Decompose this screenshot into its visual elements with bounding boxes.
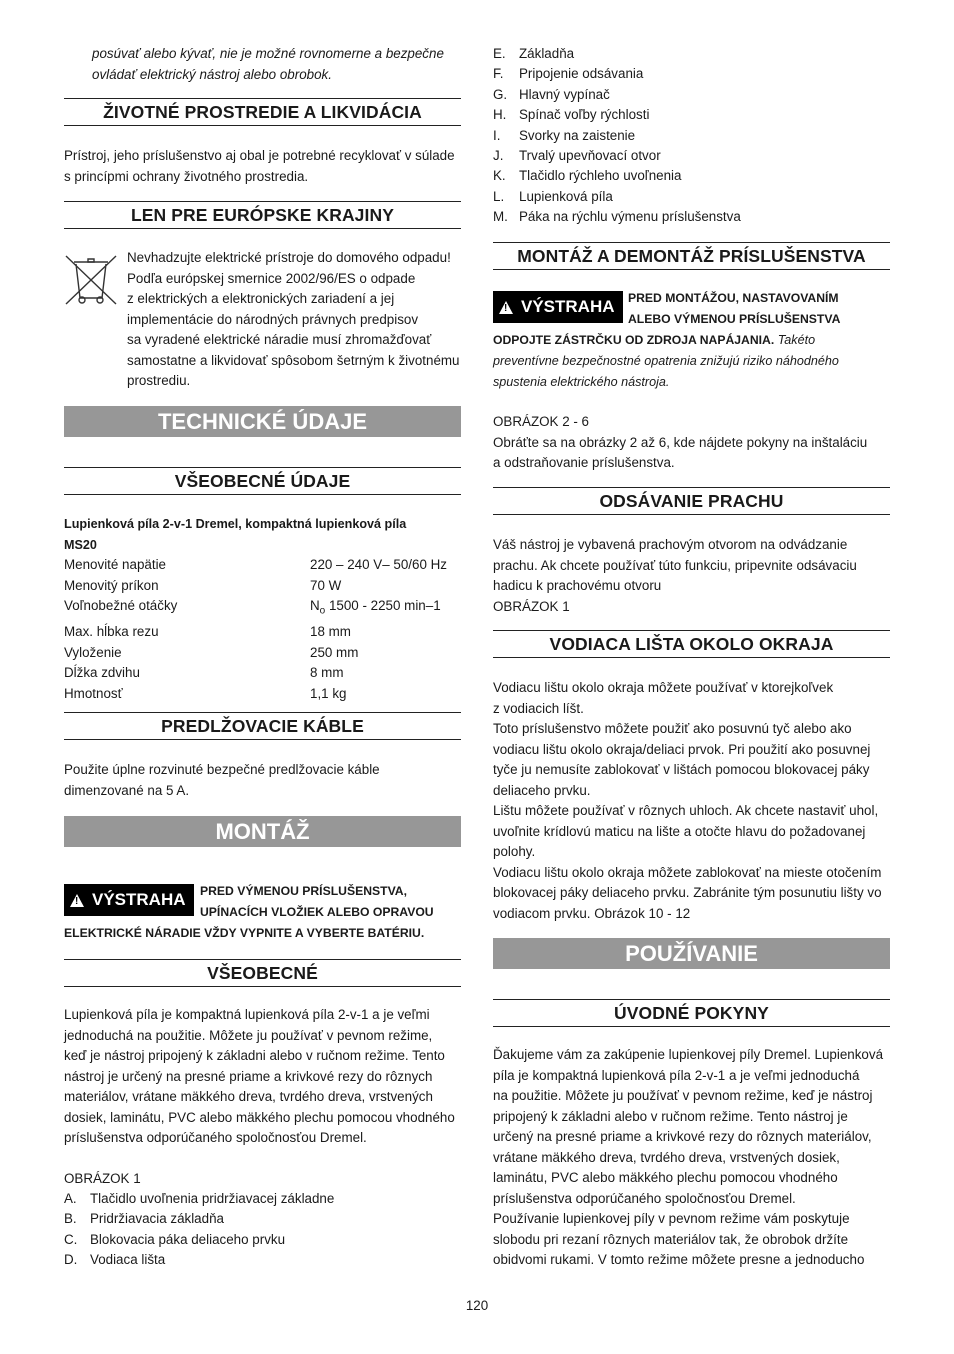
vseobecne-heading: VŠEOBECNÉ — [64, 959, 461, 987]
guide-heading: VODIACA LIŠTA OKOLO OKRAJA — [493, 630, 890, 658]
spec-symbol-sub: o — [319, 605, 326, 617]
list-item — [64, 1209, 461, 1229]
env-text — [64, 146, 461, 187]
eu-heading: LEN PRE EURÓPSKE KRAJINY — [64, 201, 461, 229]
list-item-letter: B. — [64, 1211, 77, 1227]
intro-body-line: určený na presné priame a krivkové rezy do rôznych materiálov, — [493, 1129, 872, 1144]
general-heading: VŠEOBECNÉ ÚDAJE — [64, 467, 461, 495]
dust-line: prachu. Ak chcete používať túto funkciu, pripevnite odsávaciu — [493, 557, 857, 573]
guide-line: vodiacom prvku. Obrázok 10 - 12 — [493, 905, 691, 921]
vseobecne-line: keď je nástroj pripojený k základni alebo v ručnom režime. Tento — [64, 1048, 445, 1063]
intro-body-line: obidvomi rukami. V tomto režime môžete presne a jednoducho — [493, 1252, 865, 1267]
mount-warning-body — [493, 330, 890, 474]
warning-icon — [70, 894, 84, 907]
guide-line: Lištu môžete používať v rôznych uhloch. Ak chcete nastaviť uhol, — [493, 803, 879, 818]
vseobecne-line: jednoduchá na použitie. Môžete ju používať v pevnom režime, — [64, 1027, 433, 1043]
parts-list — [493, 44, 890, 228]
list-item-text: Spínač voľby rýchlosti — [519, 107, 650, 123]
dust-heading: ODSÁVANIE PRACHU — [493, 487, 890, 515]
product-model: MS20 — [64, 537, 97, 552]
cables-line: dimenzované na 5 A. — [64, 782, 190, 798]
list-item-letter: J. — [493, 148, 504, 164]
list-item-letter: C. — [64, 1231, 78, 1247]
spec-row — [64, 622, 461, 643]
warning-badge-label: VÝSTRAHA — [92, 890, 186, 909]
intro-body-line: laminátu, PVC alebo mäkkého plechu pomocou vhodného — [493, 1170, 838, 1185]
dust-line: hadicu k prachovému otvoru — [493, 578, 662, 593]
list-item-text: Základňa — [519, 46, 575, 61]
product-name: Lupienková píla 2-v-1 Dremel, kompaktná lupienková píla — [64, 517, 407, 531]
list-item — [493, 105, 890, 125]
spec-value: 1,1 kg — [310, 685, 347, 701]
figure-label: OBRÁZOK 2 - 6 — [493, 414, 589, 429]
intro-text — [92, 44, 461, 85]
general-specs — [64, 514, 461, 704]
spec-row — [64, 555, 461, 576]
montaz-banner: MONTÁŽ — [64, 816, 461, 847]
mount-line: a odstraňovanie príslušenstva. — [493, 455, 675, 470]
list-item — [64, 1230, 461, 1250]
list-item-letter: H. — [493, 107, 507, 123]
eu-line: z elektrických a elektronických zariadení a jej — [127, 291, 395, 306]
vseobecne-text — [64, 1005, 461, 1271]
spec-value: 8 mm — [310, 665, 344, 681]
list-item — [493, 44, 890, 64]
intro-body-line: vrátane mäkkého dreva, tvrdého dreva, vrstvených dosiek, — [493, 1149, 840, 1165]
warning-note: Takéto — [774, 333, 816, 347]
list-item-text: Pripojenie odsávania — [519, 66, 644, 82]
list-item — [493, 207, 890, 227]
eu-line: sa vyradené elektrické náradie musí zhromažďovať — [127, 332, 432, 347]
list-item-text: Trvalý upevňovací otvor — [519, 148, 661, 164]
list-item-letter: D. — [64, 1252, 78, 1268]
warning-badge — [493, 291, 623, 323]
vseobecne-line: príslušenstva odporúčaného spoločnosťou Dremel. — [64, 1130, 367, 1145]
list-item-letter: A. — [64, 1191, 77, 1206]
list-item-text: Pridržiavacia základňa — [90, 1211, 224, 1227]
page-number: 120 — [465, 1298, 489, 1313]
warning-note: preventívne bezpečnostné opatrenia znižujú riziko náhodného — [493, 354, 839, 368]
eu-line: prostrediu. — [127, 373, 191, 388]
intro-body — [493, 1045, 890, 1271]
intro-body-line: pripojený k základni alebo v ručnom režime. Tento nástroj je — [493, 1108, 848, 1124]
spec-key: Max. hĺbka rezu — [64, 624, 159, 640]
eu-line: Podľa európskej smernice 2002/96/ES o odpade — [127, 270, 416, 286]
vseobecne-line: dosiek, laminátu, PVC alebo mäkkého plechu pomocou vhodného — [64, 1109, 455, 1125]
warning-line: ODPOJTE ZÁSTRČKU OD ZDROJA NAPÁJANIA. — [493, 333, 775, 347]
spec-row — [64, 663, 461, 684]
guide-line: uvoľnite krídlovú maticu na lište a otočte hlavu do požadovanej — [493, 823, 866, 839]
spec-key: Menovitý príkon — [64, 577, 159, 593]
vseobecne-line: nástroj je určený na presné priame a krivkové rezy do rôznych — [64, 1068, 433, 1084]
list-item-text: Tlačidlo uvoľnenia pridržiavacej základne — [90, 1191, 335, 1206]
figure-label: OBRÁZOK 1 — [64, 1170, 141, 1186]
spec-key: Menovité napätie — [64, 557, 166, 572]
warning-badge — [64, 884, 194, 916]
mount-warning-head — [628, 288, 890, 330]
guide-line: tyče ju nemusíte zablokovať v lištách pomocou blokovacej páky — [493, 762, 870, 777]
guide-line: vodiacu lištu okolo okraja/deliaci prvok. Pri použití ako posuvnej — [493, 741, 871, 757]
spec-value: 250 mm — [310, 644, 359, 660]
spec-value: 70 W — [310, 577, 342, 593]
dust-line: OBRÁZOK 1 — [493, 598, 570, 614]
list-item-text: Vodiaca lišta — [90, 1252, 166, 1268]
eu-line: samostatne a likvidovať spôsobom šetrným k životnému — [127, 352, 460, 368]
warning-line: UPÍNACÍCH VLOŽIEK ALEBO OPRAVOU — [200, 905, 434, 919]
list-item-text: Hlavný vypínač — [519, 86, 610, 102]
spec-row — [64, 684, 461, 705]
use-banner: POUŽÍVANIE — [493, 938, 890, 969]
eu-text — [127, 248, 467, 392]
list-item-letter: I. — [493, 127, 501, 143]
spec-row — [64, 596, 461, 622]
list-item-letter: F. — [493, 66, 504, 82]
list-item — [493, 187, 890, 207]
guide-line: blokovacej páky deliaceho prvku. Zabránite tým posunutiu lišty vo — [493, 885, 882, 900]
warning-line: ELEKTRICKÉ NÁRADIE VŽDY VYPNITE A VYBERTE BATÉRIU. — [64, 926, 425, 940]
guide-line: Vodiacu lištu okolo okraja môžete používať v ktorejkoľvek — [493, 680, 834, 695]
warning-text — [200, 881, 461, 923]
mount-line: Obráťte sa na obrázky 2 až 6, kde nájdete pokyny na inštaláciu — [493, 434, 868, 450]
env-line: Prístroj, jeho príslušenstvo aj obal je potrebné recyklovať v súlade — [64, 148, 455, 163]
intro-heading: ÚVODNÉ POKYNY — [493, 999, 890, 1027]
list-item — [64, 1189, 461, 1209]
list-item — [493, 146, 890, 166]
list-item-letter: M. — [493, 209, 508, 225]
warning-icon — [499, 301, 513, 314]
list-item-text: Tlačidlo rýchleho uvoľnenia — [519, 168, 682, 184]
spec-key: Dĺžka zdvihu — [64, 665, 140, 681]
eu-line: Nevhadzujte elektrické prístroje do domového odpadu! — [127, 250, 451, 265]
guide-line: z vodiacich líšt. — [493, 700, 584, 716]
dust-line: Váš nástroj je vybavená prachovým otvorom na odvádzanie — [493, 537, 848, 552]
list-item — [64, 1250, 461, 1270]
list-item-letter: G. — [493, 86, 508, 102]
env-line: s princípmi ochrany životného prostredia. — [64, 168, 309, 184]
intro-body-line: na použitie. Môžete ju používať v pevnom režime, keď je nástroj — [493, 1088, 873, 1103]
intro-line: ovládať elektrický nástroj alebo obrobok. — [92, 66, 332, 82]
crossed-bin-icon — [64, 252, 118, 306]
list-item — [493, 64, 890, 84]
cables-heading: PREDLŽOVACIE KÁBLE — [64, 712, 461, 740]
spec-row — [64, 643, 461, 664]
intro-body-line: Ďakujeme vám za zakúpenie lupienkovej píly Dremel. Lupienková — [493, 1047, 884, 1062]
guide-line: Toto príslušenstvo môžete použiť ako posuvnú tyč alebo ako — [493, 721, 852, 736]
warning-note: spustenia elektrického nástroja. — [493, 374, 670, 389]
list-item-text: Lupienková píla — [519, 188, 613, 204]
list-item — [493, 166, 890, 186]
intro-line: posúvať alebo kývať, nie je možné rovnomerne a bezpečne — [92, 46, 444, 61]
list-item-letter: E. — [493, 46, 506, 61]
cables-line: Použite úplne rozvinuté bezpečné predlžovacie káble — [64, 762, 380, 777]
warning-line: ALEBO VÝMENOU PRÍSLUŠENSTVA — [628, 312, 841, 326]
spec-key: Vyloženie — [64, 644, 122, 660]
list-item — [493, 85, 890, 105]
guide-line: polohy. — [493, 844, 536, 859]
list-item-text: Páka na rýchlu výmenu príslušenstva — [519, 209, 741, 225]
cables-text — [64, 760, 461, 801]
spec-value: 220 – 240 V– 50/60 Hz — [310, 557, 447, 572]
intro-body-line: Používanie lupienkovej píly v pevnom režime vám poskytuje — [493, 1211, 850, 1226]
guide-line: deliaceho prvku. — [493, 782, 591, 798]
intro-body-line: píla je kompaktná lupienková píla 2-v-1 a je veľmi jednoduchá — [493, 1067, 860, 1083]
mount-heading: MONTÁŽ A DEMONTÁŽ PRÍSLUŠENSTVA — [493, 242, 890, 270]
list-item-text: Blokovacia páka deliaceho prvku — [90, 1231, 286, 1247]
warning-badge-label: VÝSTRAHA — [521, 297, 615, 316]
list-item-text: Svorky na zaistenie — [519, 127, 636, 143]
warning-line: PRED MONTÁŽOU, NASTAVOVANÍM — [628, 291, 839, 305]
list-item-letter: K. — [493, 168, 506, 184]
dust-text — [493, 535, 890, 617]
eu-line: implementácie do národných právnych predpisov — [127, 311, 419, 327]
intro-body-line: slobodu pri rezaní rôznych materiálov tak, že obrobok držíte — [493, 1231, 849, 1247]
tech-banner: TECHNICKÉ ÚDAJE — [64, 406, 461, 437]
spec-value-text: 1500 - 2250 min–1 — [328, 598, 441, 613]
spec-key: Voľnobežné otáčky — [64, 598, 178, 613]
env-heading: ŽIVOTNÉ PROSTREDIE A LIKVIDÁCIA — [64, 98, 461, 126]
vseobecne-line: materiálov, vrátane mäkkého dreva, tvrdého dreva, vrstvených — [64, 1089, 433, 1104]
list-item-letter: L. — [493, 188, 505, 204]
guide-line: Vodiacu lištu okolo okraja môžete zablokovať na mieste otočením — [493, 864, 882, 880]
vseobecne-line: Lupienková píla je kompaktná lupienková píla 2-v-1 a je veľmi — [64, 1007, 430, 1022]
warning-line: PRED VÝMENOU PRÍSLUŠENSTVA, — [200, 884, 407, 898]
list-item — [493, 126, 890, 146]
spec-value — [310, 596, 441, 622]
spec-symbol: N — [310, 598, 320, 613]
intro-body-line: príslušenstva odporúčaného spoločnosťou Dremel. — [493, 1190, 796, 1206]
spec-row — [64, 576, 461, 597]
spec-key: Hmotnosť — [64, 685, 123, 701]
guide-text — [493, 678, 890, 924]
spec-value: 18 mm — [310, 624, 351, 640]
